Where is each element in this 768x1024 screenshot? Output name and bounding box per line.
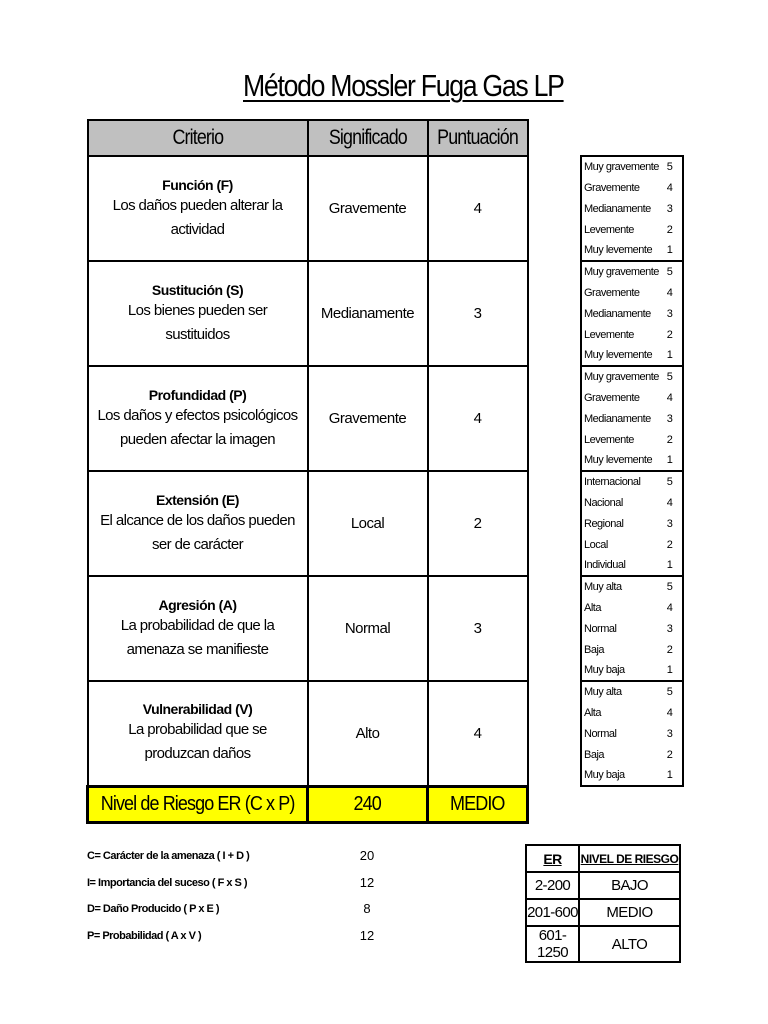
criterion-cell [88, 681, 308, 786]
scale-number: 5 [657, 471, 683, 492]
scale-row [581, 324, 683, 345]
scale-number: 1 [657, 345, 683, 366]
scale-row [581, 597, 683, 618]
header-criterio: Criterio [88, 120, 308, 156]
scale-row [581, 450, 683, 471]
criterion-significado: Alto [308, 681, 428, 786]
scale-label: Gravemente [581, 387, 657, 408]
scale-number: 3 [657, 303, 683, 324]
scale-row [581, 492, 683, 513]
scale-row [581, 345, 683, 366]
criterion-description: Los daños y efectos psicológicos pueden afectar la imagen [97, 406, 298, 448]
scale-number: 2 [657, 534, 683, 555]
scale-number: 3 [657, 618, 683, 639]
scale-row [581, 723, 683, 744]
risk-level-value: 240 [308, 786, 428, 822]
scale-label: Alta [581, 702, 657, 723]
risk-level-category: MEDIO [428, 786, 528, 822]
scale-label: Levemente [581, 429, 657, 450]
scale-row [581, 555, 683, 576]
scale-label: Levemente [581, 324, 657, 345]
er-row [526, 872, 680, 899]
scale-row [581, 366, 683, 387]
scale-number: 1 [657, 765, 683, 786]
formula-value: 20 [359, 848, 375, 863]
scale-number: 1 [657, 450, 683, 471]
criterion-cell [88, 156, 308, 261]
er-table-header [526, 845, 680, 872]
scale-label: Muy gravemente [581, 261, 657, 282]
scale-label: Normal [581, 723, 657, 744]
er-range: 601-1250 [526, 926, 579, 962]
scale-label: Levemente [581, 219, 657, 240]
scale-number: 2 [657, 639, 683, 660]
scale-number: 5 [657, 576, 683, 597]
scale-number: 2 [657, 324, 683, 345]
er-range: 201-600 [526, 899, 579, 926]
scale-row [581, 660, 683, 681]
scale-label: Medianamente [581, 198, 657, 219]
scale-number: 5 [657, 261, 683, 282]
criterion-name: Función (F) [162, 176, 233, 193]
criterion-name: Sustitución (S) [151, 281, 244, 298]
formula-row [87, 873, 397, 900]
criteria-row [88, 681, 528, 786]
formula-value: 8 [363, 901, 371, 916]
risk-level-row [88, 786, 528, 822]
scale-number: 3 [657, 723, 683, 744]
criterion-description: Los bienes pueden ser sustituidos [127, 301, 268, 343]
scale-label: Baja [581, 744, 657, 765]
scale-number: 4 [657, 597, 683, 618]
er-level: MEDIO [579, 899, 680, 926]
criterion-significado: Local [308, 471, 428, 576]
scale-number: 2 [657, 429, 683, 450]
scale-label: Muy alta [581, 681, 657, 702]
criterion-significado: Normal [308, 576, 428, 681]
scale-number: 1 [657, 660, 683, 681]
scale-number: 1 [657, 555, 683, 576]
scale-label: Gravemente [581, 177, 657, 198]
scale-row [581, 303, 683, 324]
document-title: Método Mossler Fuga Gas LP [243, 68, 564, 103]
scale-number: 3 [657, 513, 683, 534]
formula-label: D= Daño Producido ( P x E ) [87, 903, 220, 915]
scale-number: 5 [657, 156, 683, 177]
criterion-puntuacion: 3 [428, 576, 528, 681]
scale-row [581, 177, 683, 198]
scale-row [581, 471, 683, 492]
criterion-name: Vulnerabilidad (V) [142, 701, 253, 718]
scale-label: Individual [581, 555, 657, 576]
criterion-puntuacion: 3 [428, 261, 528, 366]
scale-row [581, 639, 683, 660]
criterion-name: Extensión (E) [156, 491, 239, 508]
scale-row [581, 681, 683, 702]
scale-label: Medianamente [581, 303, 657, 324]
criterion-puntuacion: 4 [428, 366, 528, 471]
er-level: BAJO [579, 872, 680, 899]
formula-label: I= Importancia del suceso ( F x S ) [87, 876, 248, 889]
scale-label: Muy alta [581, 576, 657, 597]
scale-label: Gravemente [581, 282, 657, 303]
criteria-row [88, 261, 528, 366]
scale-number: 4 [657, 387, 683, 408]
scale-row [581, 513, 683, 534]
er-level: ALTO [579, 926, 680, 962]
scale-row [581, 744, 683, 765]
formula-value: 12 [359, 927, 375, 943]
er-range: 2-200 [526, 872, 579, 899]
scale-label: Medianamente [581, 408, 657, 429]
criterion-cell [88, 261, 308, 366]
er-row [526, 899, 680, 926]
criteria-row [88, 366, 528, 471]
er-row [526, 926, 680, 962]
criterion-name: Profundidad (P) [148, 386, 247, 403]
scale-label: Muy baja [581, 660, 657, 681]
criterion-significado: Gravemente [308, 366, 428, 471]
scale-label: Muy baja [581, 765, 657, 786]
criterion-description: La probabilidad de que la amenaza se manifieste [120, 616, 275, 658]
formula-value: 12 [359, 874, 375, 890]
scale-label: Internacional [581, 471, 657, 492]
scale-label: Muy gravemente [581, 366, 657, 387]
scale-label: Muy gravemente [581, 156, 657, 177]
formula-row [87, 926, 397, 953]
formula-label: C= Carácter de la amenaza ( I + D ) [87, 850, 250, 862]
criterion-cell [88, 471, 308, 576]
criterion-name: Agresión (A) [158, 596, 237, 613]
criteria-row [88, 576, 528, 681]
scale-row [581, 702, 683, 723]
criterion-puntuacion: 4 [428, 156, 528, 261]
scale-row [581, 282, 683, 303]
criterion-description: La probabilidad que se produzcan daños [128, 721, 267, 763]
criteria-table-header [88, 120, 528, 156]
formula-label: P= Probabilidad ( A x V ) [87, 929, 202, 942]
scale-row [581, 765, 683, 786]
scale-label: Normal [581, 618, 657, 639]
risk-level-header: NIVEL DE RIESGO [579, 845, 680, 872]
criterion-significado: Gravemente [308, 156, 428, 261]
scale-label: Muy levemente [581, 450, 657, 471]
scale-row [581, 156, 683, 177]
criteria-row [88, 156, 528, 261]
criterion-puntuacion: 2 [428, 471, 528, 576]
scale-number: 1 [657, 240, 683, 261]
scale-row [581, 534, 683, 555]
formula-row [87, 899, 397, 926]
scale-number: 2 [657, 219, 683, 240]
formula-list [87, 846, 397, 952]
criteria-table [86, 119, 529, 824]
scale-label: Local [581, 534, 657, 555]
er-level-table [525, 844, 681, 963]
scale-row [581, 387, 683, 408]
scale-number: 4 [657, 702, 683, 723]
scale-number: 4 [657, 492, 683, 513]
header-puntuacion: Puntuación [428, 120, 528, 156]
scale-label: Nacional [581, 492, 657, 513]
scale-row [581, 576, 683, 597]
scale-row [581, 198, 683, 219]
er-header: ER [526, 845, 579, 872]
criterion-cell [88, 576, 308, 681]
formula-row [87, 846, 397, 873]
scale-reference-table [580, 155, 684, 787]
scale-row [581, 408, 683, 429]
scale-label: Regional [581, 513, 657, 534]
risk-level-label: Nivel de Riesgo ER (C x P) [88, 786, 308, 822]
scale-label: Muy levemente [581, 345, 657, 366]
scale-number: 5 [657, 366, 683, 387]
scale-label: Muy levemente [581, 240, 657, 261]
scale-number: 4 [657, 282, 683, 303]
scale-number: 2 [657, 744, 683, 765]
scale-number: 4 [657, 177, 683, 198]
scale-number: 5 [657, 681, 683, 702]
criteria-row [88, 471, 528, 576]
scale-number: 3 [657, 408, 683, 429]
scale-row [581, 240, 683, 261]
scale-row [581, 618, 683, 639]
criterion-cell [88, 366, 308, 471]
scale-number: 3 [657, 198, 683, 219]
criterion-description: El alcance de los daños pueden ser de carácter [100, 511, 295, 553]
scale-label: Baja [581, 639, 657, 660]
scale-label: Alta [581, 597, 657, 618]
scale-row [581, 261, 683, 282]
scale-row [581, 219, 683, 240]
criterion-description: Los daños pueden alterar la actividad [112, 196, 283, 238]
criterion-puntuacion: 4 [428, 681, 528, 786]
scale-row [581, 429, 683, 450]
header-significado: Significado [308, 120, 428, 156]
criterion-significado: Medianamente [308, 261, 428, 366]
